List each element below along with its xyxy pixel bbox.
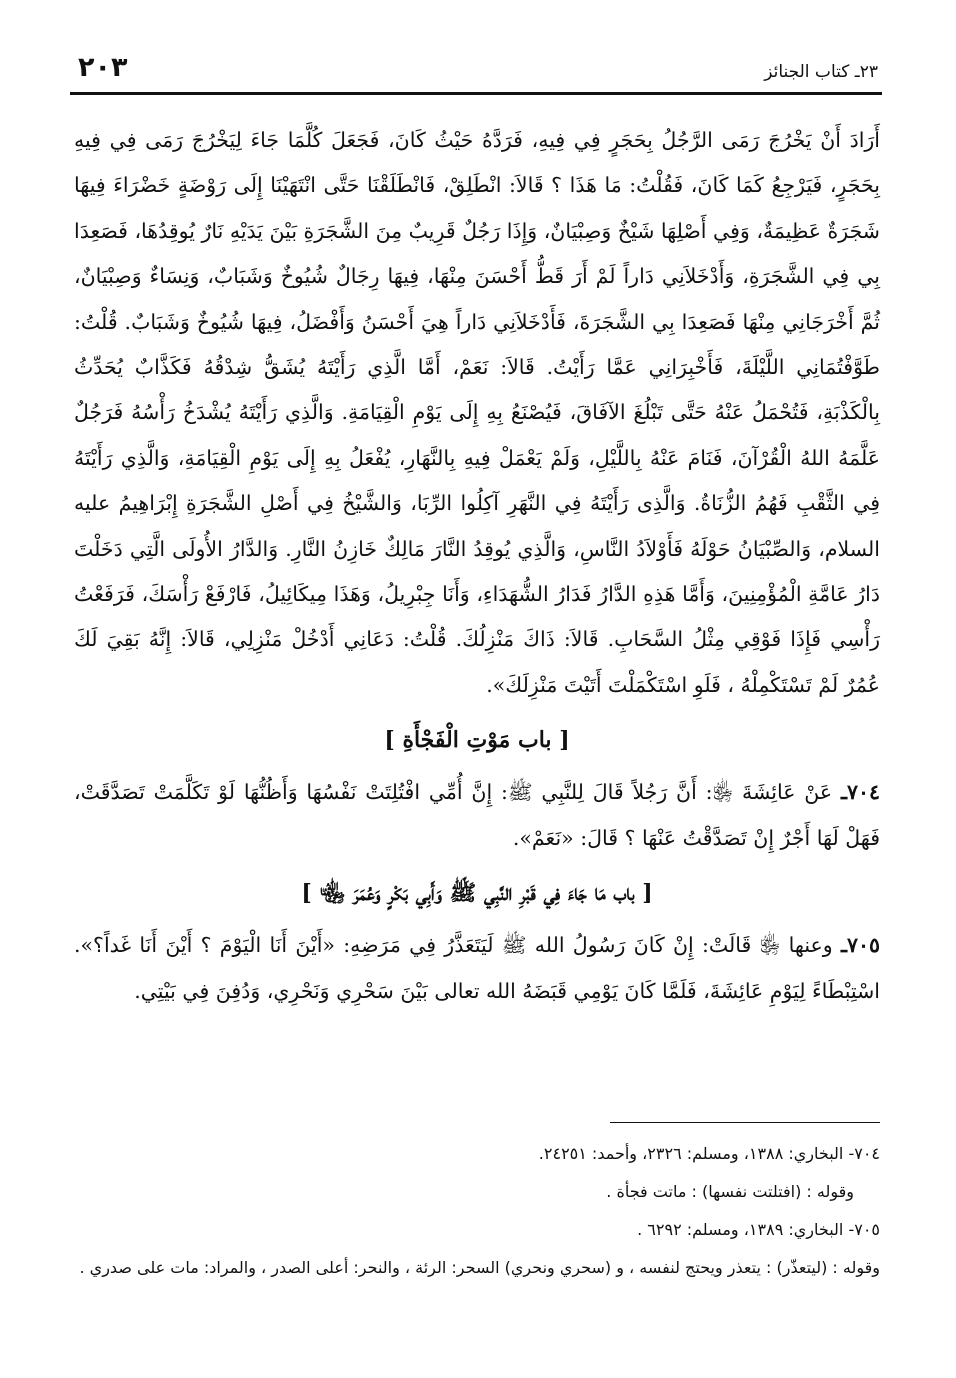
hadith-705 [74, 923, 880, 1014]
hadith-number: ٧٠٤ـ [840, 780, 880, 805]
hadith-text: وعنها ﵂ قَالَتْ: إِنْ كَانَ رَسُولُ الله ﷺ لَيَتَعَذَّرُ فِي مَرَضِهِ: «أَيْنَ أَنَا الْيَوْمَ ؟ أَيْنَ أَنَا غَداً؟». اسْتِبْطَاءً لِيَوْمِ عَائِشَةَ، فَلَمَّا كَانَ يَوْمِي قَبَضَهُ الله تعالى بَيْنَ سَحْرِي وَنَحْرِي، وَدُفِنَ فِي بَيْتِي. [74, 933, 880, 1003]
hadith-continuation-paragraph: أَرَادَ أَنْ يَخْرُجَ رَمَى الرَّجُلُ بِحَجَرٍ فِي فِيهِ، فَرَدَّهُ حَيْثُ كَانَ، فَجَعَلَ كُلَّمَا جَاءَ لِيَخْرُجَ رَمَى فِي فِيهِ بِحَجَرٍ، فَيَرْجِعُ كَمَا كَانَ، فَقُلْتُ: مَا هَذَا ؟ قَالاَ: انْطَلِقْ، فَانْطَلَقْنَا حَتَّى انْتَهَيْنَا إِلَى رَوْضَةٍ خَضْرَاءَ فِيهَا شَجَرَةٌ عَظِيمَةٌ، وَفِي أَصْلِهَا شَيْخٌ وَصِبْيَانٌ، وَإِذَا رَجُلٌ قَرِيبٌ مِنَ الشَّجَرَةِ بَيْنَ يَدَيْهِ نَارٌ يُوقِدُهَا، فَصَعِدَا بِي فِي الشَّجَرَةِ، وَأَدْخَلاَنِي دَاراً لَمْ أَرَ قَطُّ أَحْسَنَ مِنْهَا، فِيهَا رِجَالٌ شُيُوخٌ وَشَبَابٌ، وَنِسَاءٌ وَصِبْيَانٌ، ثُمَّ أَخْرَجَانِي مِنْهَا فَصَعِدَا بِي الشَّجَرَةَ، فَأَدْخَلاَنِي دَاراً هِيَ أَحْسَنُ وَأَفْضَلُ، فِيهَا شُيُوخٌ وَشَبَابٌ. قُلْتُ: طَوَّفْتُمَانِي اللَّيْلَةَ، فَأَخْبِرَانِي عَمَّا رَأَيْتُ. قَالاَ: نَعَمْ، أَمَّا الَّذِي رَأَيْتَهُ يُشَقُّ شِدْقُهُ فَكَذَّابٌ يُحَدِّثُ بِالْكَذْبَةِ، فَتُحْمَلُ عَنْهُ حَتَّى تَبْلُغَ الآفَاقَ، فَيُصْنَعُ بِهِ إِلَى يَوْمِ الْقِيَامَةِ. وَالَّذِي رَأَيْتَهُ يُشْدَخُ رَأْسُهُ فَرَجُلٌ عَلَّمَهُ اللهُ الْقُرْآنَ، فَنَامَ عَنْهُ بِاللَّيْلِ، وَلَمْ يَعْمَلْ فِيهِ بِالنَّهَارِ، يُفْعَلُ بِهِ إِلَى يَوْمِ الْقِيَامَةِ، وَالَّذِي رَأَيْتَهُ فِي الثَّقْبِ فَهُمُ الزُّنَاةُ. وَالَّذِى رَأَيْتَهُ فِي النَّهَرِ آكِلُوا الرِّبَا، وَالشَّيْخُ فِي أَصْلِ الشَّجَرَةِ إِبْرَاهِيمُ عليه السلام، وَالصِّبْيَانُ حَوْلَهُ فَأَوْلاَدُ النَّاسِ، وَالَّذِي يُوقِدُ النَّارَ مَالِكٌ خَازِنُ النَّارِ. وَالدَّارُ الأُولَى الَّتِي دَخَلْتَ دَارُ عَامَّةِ الْمُؤْمِنِينَ، وَأَمَّا هَذِهِ الدَّارُ فَدَارُ الشُّهَدَاءِ، وَأَنَا جِبْرِيلُ، وَهَذَا مِيكَائِيلُ، فَارْفَعْ رَأْسَكَ، فَرَفَعْتُ رَأْسِي فَإِذَا فَوْقِي مِثْلُ السَّحَابِ. قَالاَ: ذَاكَ مَنْزِلُكَ. قُلْتُ: دَعَانِي أَدْخُلْ مَنْزِلِي، قَالاَ: إِنَّهُ بَقِيَ لَكَ عُمُرٌ لَمْ تَسْتَكْمِلْهُ ، فَلَوِ اسْتَكْمَلْتَ أَتَيْتَ مَنْزِلَكَ». [74, 128, 880, 697]
main-text [74, 118, 880, 1014]
footnote-705-sources: ٧٠٥- البخاري: ١٣٨٩، ومسلم: ٦٢٩٢ . [637, 1220, 880, 1239]
hadith-number: ٧٠٥ـ [840, 933, 880, 958]
chapter-heading-sudden-death: [ باب مَوْتِ الْفَجْأَةِ ] [384, 727, 570, 754]
footnote-704-gloss: وقوله : (افتلتت نفسها) : ماتت فجأة . [606, 1182, 854, 1201]
page-number: ٢٠٣ [78, 52, 128, 83]
footnotes [76, 1135, 880, 1287]
footnote-divider [610, 1122, 880, 1123]
running-head: ٢٣ـ كتاب الجنائز [764, 62, 878, 82]
footnote-705-gloss: وقوله : (ليتعذّر) : يتعذر ويحتج لنفسه ، و (سحري ونحري) السحر: الرئة ، والنحر: أعلى الصدر ، والمراد: مات على صدري . [79, 1258, 880, 1277]
footnote-704-sources: ٧٠٤- البخاري: ١٣٨٨، ومسلم: ٢٣٢٦، وأحمد: ٢٤٢٥١. [538, 1144, 880, 1163]
hadith-704 [74, 770, 880, 861]
hadith-text: عَنْ عَائِشَةَ ﵂: أَنَّ رَجُلاً قَالَ لِلنَّبِي ﷺ: إِنَّ أُمِّي افْتُلِتَتْ نَفْسُهَا وَأَظُنُّهَا لَوْ تَكَلَّمَتْ تَصَدَّقَتْ، فَهَلْ لَهَا أَجْرٌ إِنْ تَصَدَّقْتُ عَنْهَا ؟ قَالَ: «نَعَمْ». [74, 780, 880, 850]
page-header [70, 52, 882, 95]
chapter-heading-prophet-grave: [ باب مَا جَاءَ فِي قَبْرِ النَّبِي ﷺ وَأَبِي بَكْرٍ وَعُمَرَ ﵄ ] [301, 880, 653, 907]
